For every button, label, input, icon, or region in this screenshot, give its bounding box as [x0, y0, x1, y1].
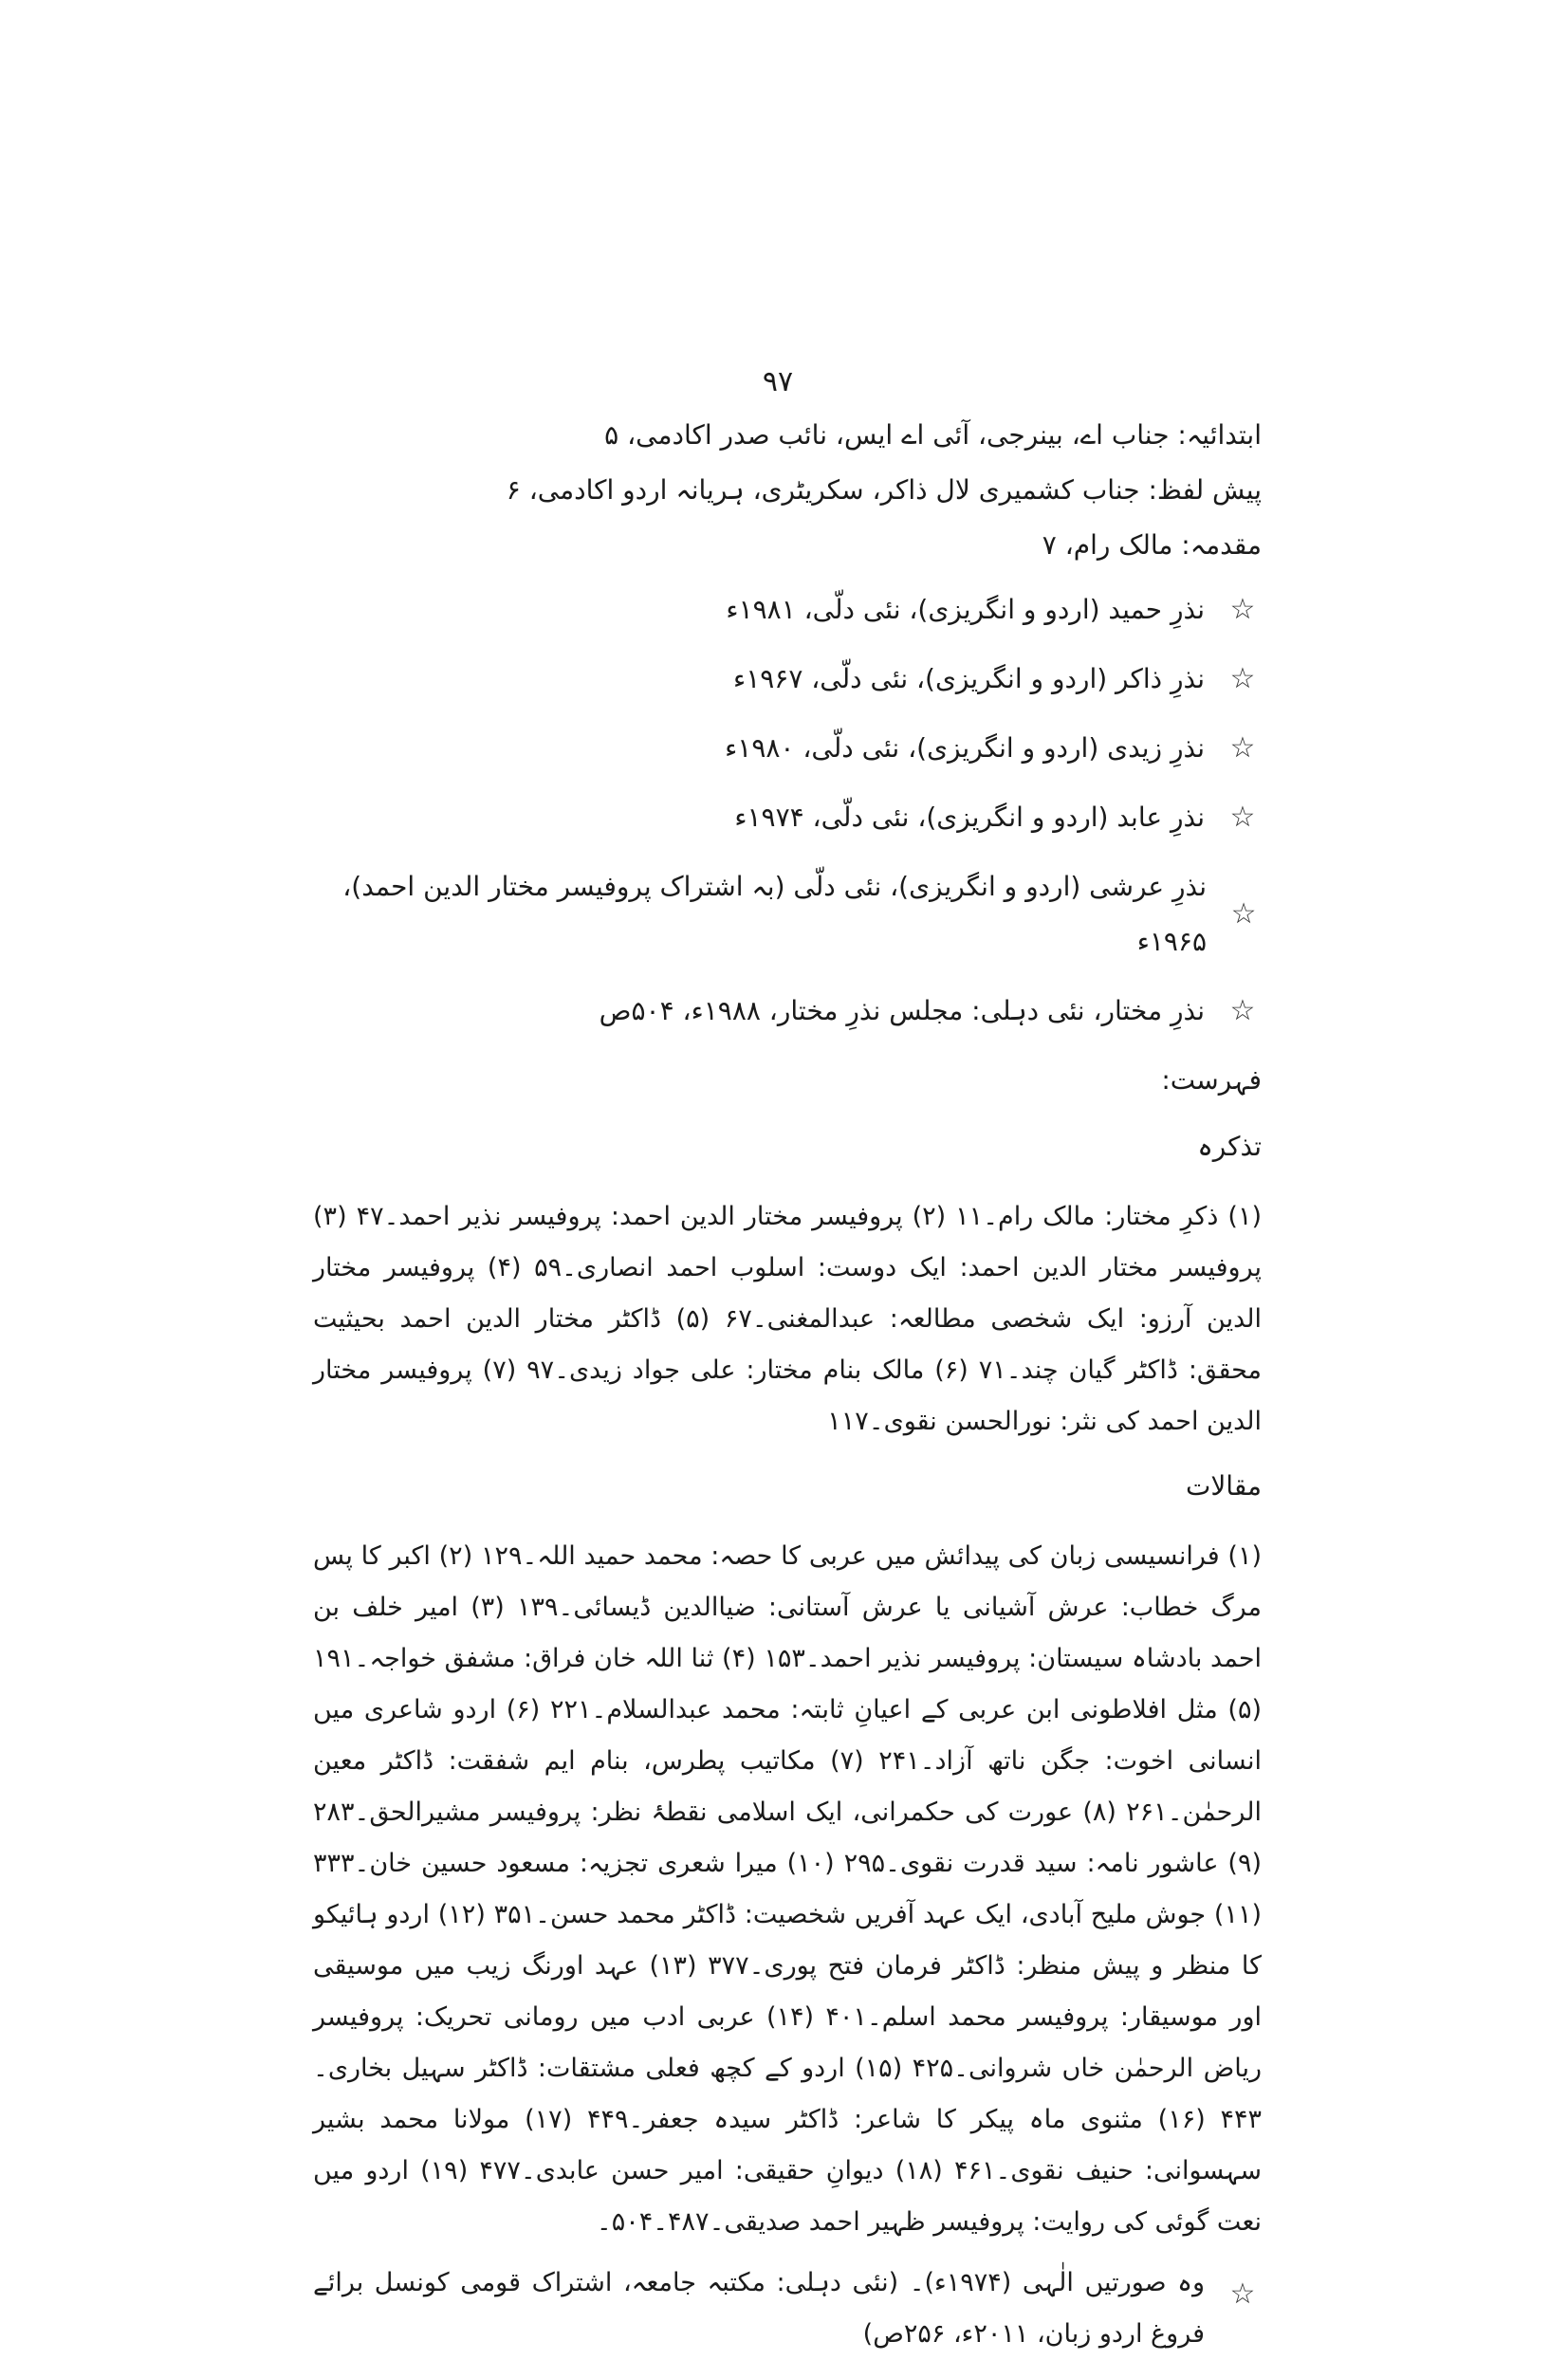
contents-heading: فہرست: [1161, 1064, 1262, 1096]
page-content [313, 408, 1262, 2360]
tazkira-paragraph: (۱) ذکرِ مختار: مالک رام۔۱۱ (۲) پروفیسر مختار الدین احمد: پروفیسر نذیر احمد۔۴۷ (۳) پروفیسر مختار الدین احمد: ایک دوست: اسلوب احمد انصاری۔۵۹ (۴) پروفیسر مختار الدین آرزو: ایک شخصی مطالعہ: عبدالمغنی۔۶۷ (۵) ڈاکٹر مختار الدین احمد بحیثیت محقق: ڈاکٹر گیان چند۔۷۱ (۶) مالک بنام مختار: علی جواد زیدی۔۹۷ (۷) پروفیسر مختار الدین احمد کی نثر: نورالحسن نقوی۔۱۱۷ [313, 1202, 1263, 1436]
list-item [313, 582, 1262, 637]
star-icon: ☆ [1229, 731, 1256, 765]
maqalat-paragraph: (۱) فرانسیسی زبان کی پیدائش میں عربی کا حصہ: محمد حمید اللہ۔۱۲۹ (۲) اکبر کا پس مرگ خطاب: عرش آشیانی یا عرش آستانی: ضیاالدین ڈیسائی۔۱۳۹ (۳) امیر خلف بن احمد بادشاہ سیستان: پروفیسر نذیر احمد۔۱۵۳ (۴) ثنا اللہ خان فراق: مشفق خواجہ۔۱۹۱ (۵) مثل افلاطونی ابن عربی کے اعیانِ ثابتہ: محمد عبدالسلام۔۲۲۱ (۶) اردو شاعری میں انسانی اخوت: جگن ناتھ آزاد۔۲۴۱ (۷) مکاتیب پطرس، بنام ایم شفقت: ڈاکٹر معین الرحمٰن۔۲۶۱ (۸) عورت کی حکمرانی، ایک اسلامی نقطۂ نظر: پروفیسر مشیرالحق۔۲۸۳ (۹) عاشور نامہ: سید قدرت نقوی۔۲۹۵ (۱۰) میرا شعری تجزیہ: مسعود حسین خان۔۳۳۳ (۱۱) جوش ملیح آبادی، ایک عہد آفریں شخصیت: ڈاکٹر محمد حسن۔۳۵۱ (۱۲) اردو ہائیکو کا منظر و پیش منظر: ڈاکٹر فرمان فتح پوری۔۳۷۷ (۱۳) عہد اورنگ زیب میں موسیقی اور موسیقار: پروفیسر محمد اسلم۔۴۰۱ (۱۴) عربی ادب میں رومانی تحریک: پروفیسر ریاض الرحمٰن خاں شروانی۔۴۲۵ (۱۵) اردو کے کچھ فعلی مشتقات: ڈاکٹر سہیل بخاری۔۴۴۳ (۱۶) مثنوی ماہ پیکر کا شاعر: ڈاکٹر سیدہ جعفر۔۴۴۹ (۱۷) مولانا محمد بشیر سہسوانی: حنیف نقوی۔۴۶۱ (۱۸) دیوانِ حقیقی: امیر حسن عابدی۔۴۷۷ (۱۹) اردو میں نعت گوئی کی روایت: پروفیسر ظہیر احمد صدیقی۔۴۸۷۔۵۰۴۔ [313, 1541, 1263, 2237]
festschrift-list [313, 582, 1262, 1039]
intro-line-preface: ابتدائیہ: جناب اے، بینرجی، آئی اے ایس، نائب صدر اکادمی، ۵ [604, 419, 1262, 451]
list-item-text: نذرِ زیدی (اردو و انگریزی)، نئی دلّی، ۱۹۸۰ء [725, 732, 1205, 764]
tazkira-heading: تذکرہ [1197, 1131, 1262, 1162]
list-item-text: نذرِ حمید (اردو و انگریزی)، نئی دلّی، ۱۹۸۱ء [726, 594, 1205, 625]
star-icon: ☆ [1229, 801, 1256, 834]
list-item-text: نذرِ مختار، نئی دہلی: مجلس نذرِ مختار، ۱۹۸۸ء، ۵۰۴ص [599, 995, 1205, 1026]
intro-line-introduction: مقدمہ: مالک رام، ۷ [1042, 529, 1262, 561]
list-item [313, 721, 1262, 776]
final-list-item [313, 2258, 1262, 2360]
list-item [313, 790, 1262, 845]
star-icon: ☆ [1229, 994, 1256, 1027]
list-item [313, 652, 1262, 707]
list-item-text: نذرِ ذاکر (اردو و انگریزی)، نئی دلّی، ۱۹۶۷ء [733, 663, 1205, 694]
star-icon: ☆ [1229, 2277, 1256, 2311]
final-item-text: وہ صورتیں الٰہی (۱۹۷۴ء)۔ (نئی دہلی: مکتبہ جامعہ، اشتراک قومی کونسل برائے فروغ اردو زبان، ۲۰۱۱ء، ۲۵۶ص) [313, 2268, 1205, 2349]
list-item [313, 984, 1262, 1039]
page-number: ۹۷ [762, 365, 794, 398]
maqalat-heading: مقالات [1185, 1470, 1262, 1502]
list-item-text: نذرِ عرشی (اردو و انگریزی)، نئی دلّی (بہ اشتراک پروفیسر مختار الدین احمد)، ۱۹۶۵ء [342, 871, 1208, 957]
star-icon: ☆ [1229, 593, 1256, 626]
star-icon: ☆ [1229, 662, 1256, 695]
list-item-text: نذرِ عابد (اردو و انگریزی)، نئی دلّی، ۱۹۷۴ء [734, 802, 1205, 833]
intro-line-foreword: پیش لفظ: جناب کشمیری لال ذاکر، سکریٹری، ہریانہ اردو اکادمی، ۶ [506, 474, 1262, 506]
star-icon: ☆ [1230, 897, 1257, 931]
list-item [313, 859, 1262, 969]
